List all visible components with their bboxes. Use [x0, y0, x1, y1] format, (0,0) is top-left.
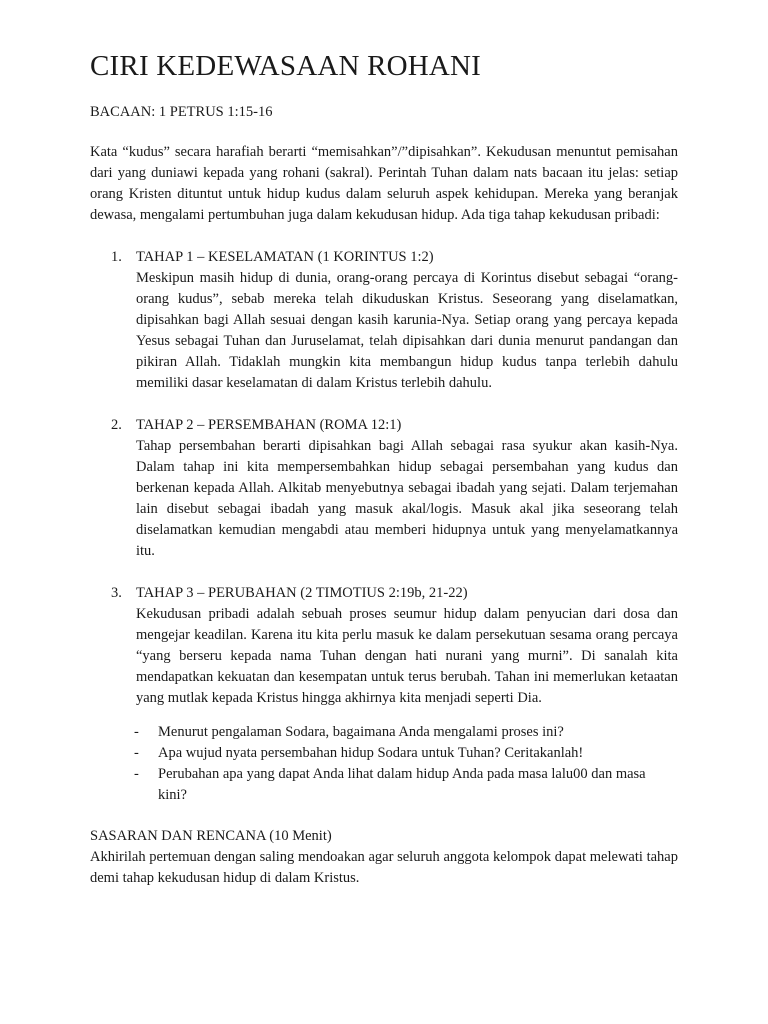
step-heading: TAHAP 2 – PERSEMBAHAN (ROMA 12:1) [136, 417, 402, 433]
question-item [90, 722, 678, 743]
dash-marker: - [134, 745, 139, 761]
intro-paragraph: Kata “kudus” secara harafiah berarti “memisahkan”/”dipisahkan”. Kekudusan menuntut pemisahan dari yang duniawi kepada yang rohani (sakral). Perintah Tuhan dalam nats bacaan itu jelas: setiap orang Kristen dituntut untuk hidup kudus dalam seluruh aspek kehidupan. Mereka yang beranjak dewasa, mengalami pertumbuhan juga dalam kekudusan hidup. Ada tiga tahap kekudusan pribadi: [90, 144, 678, 223]
dash-marker: - [134, 766, 139, 782]
question-text: Apa wujud nyata persembahan hidup Sodara untuk Tuhan? Ceritakanlah! [158, 745, 584, 761]
step-item [90, 247, 678, 394]
reading-reference: BACAAN: 1 PETRUS 1:15-16 [90, 104, 273, 120]
question-item [90, 743, 678, 764]
step-item [90, 415, 678, 562]
steps-list [90, 247, 678, 709]
dash-marker: - [134, 724, 139, 740]
closing-body: Akhirilah pertemuan dengan saling mendoakan agar seluruh anggota kelompok dapat melewati tahap demi tahap kekudusan hidup di dalam Kristus. [90, 849, 678, 886]
step-heading: TAHAP 3 – PERUBAHAN (2 TIMOTIUS 2:19b, 21-22) [136, 585, 468, 601]
closing-heading: SASARAN DAN RENCANA (10 Menit) [90, 828, 332, 844]
page-title: CIRI KEDEWASAAN ROHANI [90, 50, 482, 82]
question-text: Perubahan apa yang dapat Anda lihat dalam hidup Anda pada masa lalu00 dan masa kini? [158, 766, 646, 803]
step-body: Kekudusan pribadi adalah sebuah proses seumur hidup dalam penyucian dari dosa dan mengejar keadilan. Karena itu kita perlu masuk ke dalam persekutuan sesama orang percaya “yang berseru kepada nama Tuhan dengan hati nurani yang murni”. Di sanalah kita mendapatkan kekuatan dan kesempatan untuk terus berubah. Tahan ini memerlukan ketaatan yang mutlak kepada Kristus hingga akhirnya kita menjadi seperti Dia. [136, 606, 678, 706]
step-number: 1. [111, 249, 122, 265]
step-number: 2. [111, 417, 122, 433]
step-number: 3. [111, 585, 122, 601]
question-text: Menurut pengalaman Sodara, bagaimana Anda mengalami proses ini? [158, 724, 564, 740]
step-body: Tahap persembahan berarti dipisahkan bagi Allah sebagai rasa syukur akan kasih-Nya. Dalam tahap ini kita mempersembahkan hidup sebagai persembahan yang kudus dan berkenan kepada Allah. Alkitab menyebutnya sebagai ibadah yang sejati. Dalam terjemahan lain disebut sebagai ibadah yang masuk akal/logis. Masuk akal jika seseorang telah diselamatkan kemudian mengabdi atau memberi hidupnya untuk yang menyelamatkannya itu. [136, 438, 678, 559]
discussion-questions [90, 722, 678, 806]
closing-section [90, 826, 678, 889]
step-item [90, 583, 678, 709]
document-page [90, 48, 678, 889]
question-item [90, 764, 678, 806]
step-heading: TAHAP 1 – KESELAMATAN (1 KORINTUS 1:2) [136, 249, 434, 265]
step-body: Meskipun masih hidup di dunia, orang-orang percaya di Korintus disebut sebagai “orang-orang kudus”, sebab mereka telah dikuduskan Kristus. Seseorang yang diselamatkan, dipisahkan bagi Allah sesuai dengan kasih karunia-Nya. Setiap orang yang percaya kepada Yesus sebagai Tuhan dan Juruselamat, telah dipisahkan dari dunia menurut pandangan dan pikiran Allah. Tidaklah mungkin kita membangun hidup kudus tanpa terlebih dahulu memiliki dasar keselamatan di dalam Kristus terlebih dahulu. [136, 270, 678, 391]
